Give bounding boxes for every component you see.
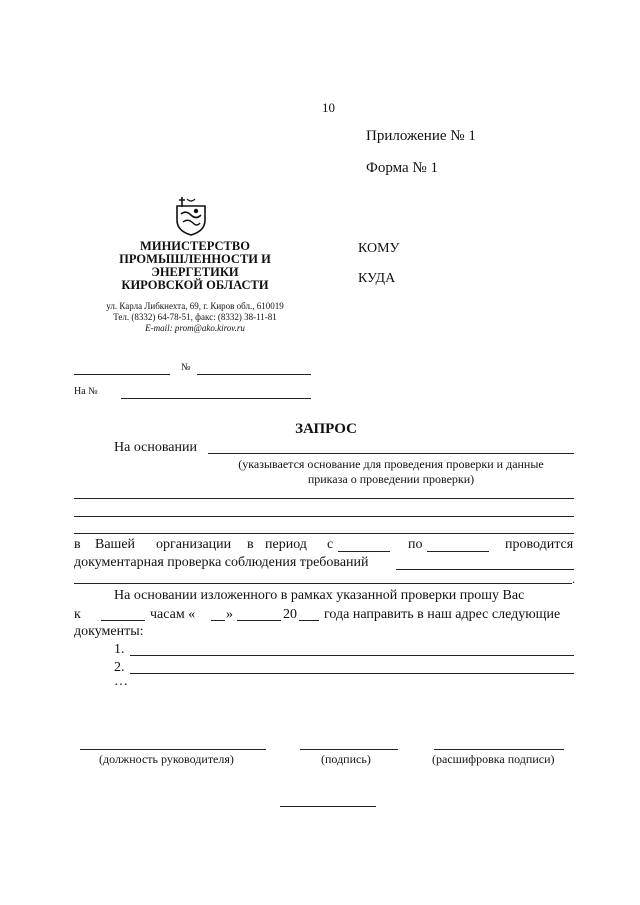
ministry-name xyxy=(96,240,294,292)
coat-of-arms-icon xyxy=(174,196,208,236)
period-word: период xyxy=(265,537,307,552)
deadline-quote: » xyxy=(226,607,233,622)
sender-address xyxy=(80,301,310,334)
to-label: КОМУ xyxy=(358,241,400,256)
period-word: проводится xyxy=(505,537,574,552)
list-item-number: 2. xyxy=(114,660,125,675)
basis-field-line[interactable] xyxy=(74,533,574,534)
request-intro: На основании изложенного в рамках указанной проверки прошу Вас xyxy=(114,588,525,603)
deadline-year-prefix: 20 xyxy=(283,607,297,622)
page-number: 10 xyxy=(322,100,335,115)
document-title: ЗАПРОС xyxy=(295,421,357,437)
signature-line[interactable] xyxy=(300,749,398,750)
period-word: в xyxy=(247,537,254,552)
deadline-month-field[interactable] xyxy=(237,620,281,621)
in-reply-number-line[interactable] xyxy=(121,398,311,399)
basis-hint: (указывается основание для проведения проверки и данные приказа о проведении проверки) xyxy=(238,457,544,486)
outgoing-number-line[interactable] xyxy=(197,374,311,375)
period-word: по xyxy=(408,537,423,552)
ministry-line: КИРОВСКОЙ ОБЛАСТИ xyxy=(121,278,269,292)
period-to-field[interactable] xyxy=(427,551,489,552)
basis-label: На основании xyxy=(114,440,197,455)
decoding-caption: (расшифровка подписи) xyxy=(432,752,555,766)
list-ellipsis: … xyxy=(114,674,128,689)
address-street: ул. Карла Либкнехта, 69, г. Киров обл., 610019 xyxy=(106,301,284,311)
ministry-line: МИНИСТЕРСТВО xyxy=(140,239,250,253)
documents-label: документы: xyxy=(74,624,144,639)
deadline-hours-label: часам « xyxy=(150,607,196,622)
deadline-rest: года направить в наш адрес следующие xyxy=(324,607,561,622)
form-label: Форма № 1 xyxy=(366,160,438,176)
document-item-field[interactable] xyxy=(130,673,574,674)
ministry-line: ЭНЕРГЕТИКИ xyxy=(151,265,239,279)
basis-field-line[interactable] xyxy=(74,516,574,517)
basis-field[interactable] xyxy=(208,453,574,454)
decoding-signature-line[interactable] xyxy=(434,749,564,750)
position-signature-line[interactable] xyxy=(80,749,266,750)
deadline-hours-field[interactable] xyxy=(101,620,145,621)
date-line[interactable] xyxy=(74,374,170,375)
ministry-line: ПРОМЫШЛЕННОСТИ И xyxy=(119,252,271,266)
address-email: E-mail: prom@ako.kirov.ru xyxy=(145,323,245,333)
end-of-document-rule xyxy=(280,806,376,807)
list-item-number: 1. xyxy=(114,642,125,657)
in-reply-label: На № xyxy=(74,386,98,397)
number-sign: № xyxy=(181,362,191,373)
basis-field-line[interactable] xyxy=(74,498,574,499)
deadline-year-field[interactable] xyxy=(299,620,319,621)
period-word: организации xyxy=(156,537,232,552)
where-label: КУДА xyxy=(358,271,396,286)
deadline-day-field[interactable] xyxy=(211,620,225,621)
requirements-field[interactable] xyxy=(396,569,574,570)
requirements-field-line[interactable] xyxy=(74,583,572,584)
document-item-field[interactable] xyxy=(130,655,574,656)
period-word: Вашей xyxy=(95,537,136,552)
appendix-label: Приложение № 1 xyxy=(366,128,476,144)
deadline-k: к xyxy=(74,607,81,622)
period-word: с xyxy=(327,537,334,552)
audit-text: документарная проверка соблюдения требований xyxy=(74,555,369,570)
period-from-field[interactable] xyxy=(338,551,390,552)
address-phone: Тел. (8332) 64-78-51, факс: (8332) 38-11-81 xyxy=(113,312,277,322)
period-word: в xyxy=(74,537,81,552)
position-caption: (должность руководителя) xyxy=(99,752,234,766)
signature-caption: (подпись) xyxy=(321,752,371,766)
